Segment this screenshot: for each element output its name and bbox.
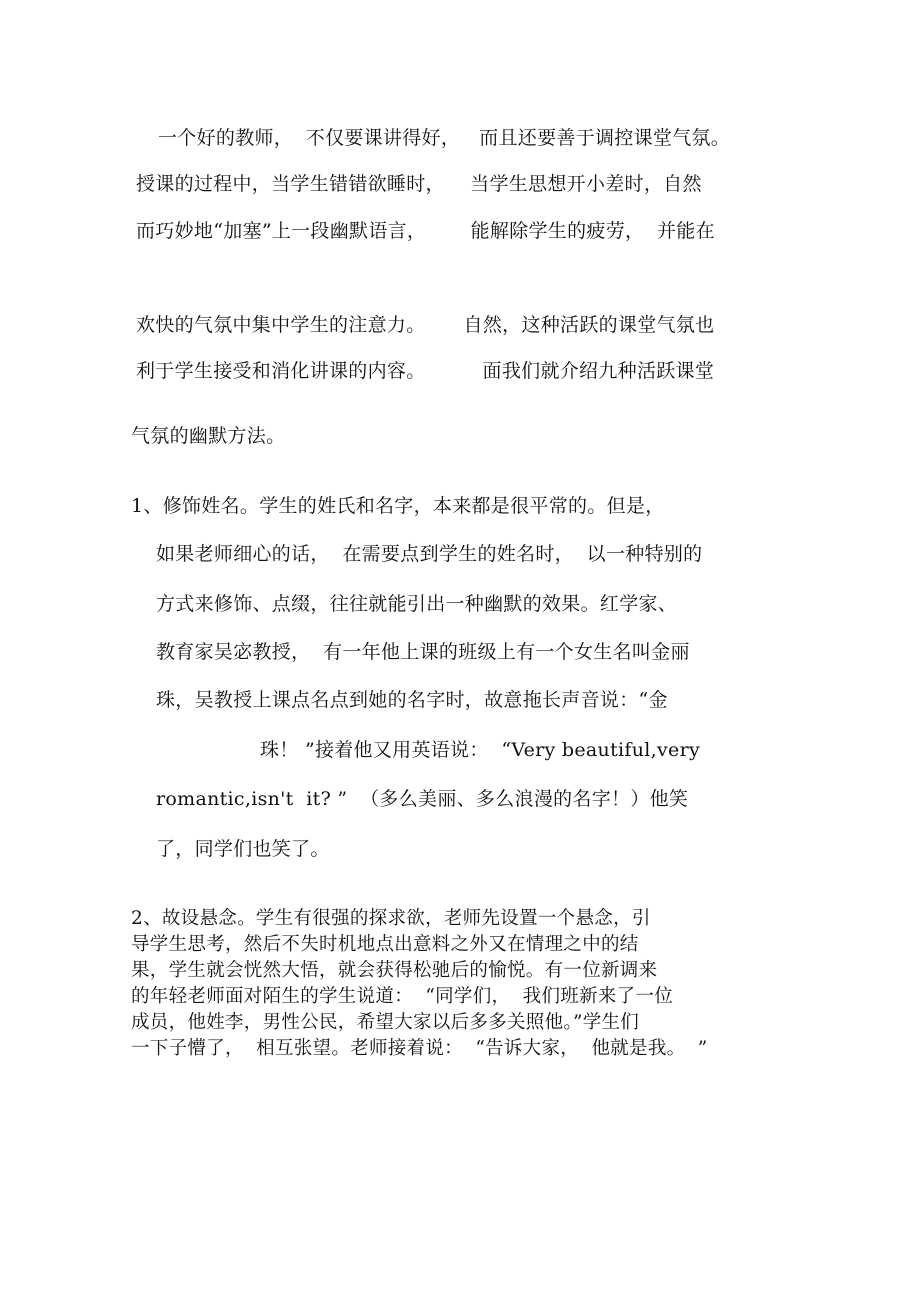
section-1-line-7: romantic,isn't it? ” （多么美丽、多么浪漫的名字！）他笑 — [156, 788, 689, 810]
section-1-line-8: 了，同学们也笑了。 — [156, 838, 330, 860]
section-1-line-3: 方式来修饰、点缀，往往就能引出一种幽默的效果。红学家、 — [156, 593, 678, 615]
intro-line-5: 利于学生接受和消化讲课的内容。 面我们就介绍九种活跃课堂 — [136, 360, 715, 382]
section-1-line-6: 珠！ ”接着他又用英语说： “Very beautiful,very — [260, 739, 700, 761]
intro-line-4: 欢快的气氛中集中学生的注意力。 自然，这种活跃的课堂气氛也 — [136, 314, 715, 336]
section-1-line-2: 如果老师细心的话， 在需要点到学生的姓名时， 以一种特别的 — [156, 543, 703, 565]
section-2-line-3: 果，学生就会恍然大悟，就会获得松驰后的愉悦。有一位新调来 — [131, 960, 658, 981]
section-1-line-1: 1、修饰姓名。学生的姓氏和名字，本来都是很平常的。但是， — [131, 495, 665, 517]
section-2-line-2: 导学生思考，然后不失时机地点出意料之外又在情理之中的结 — [131, 934, 639, 955]
section-2-line-5: 成员，他姓李，男性公民，希望大家以后多多关照他。”学生们 — [131, 1012, 640, 1033]
intro-line-1: 一个好的教师， 不仅要课讲得好， 而且还要善于调控课堂气氛。 — [158, 127, 731, 149]
section-1-line-4: 教育家吴宓教授， 有一年他上课的班级上有一个女生名叫金丽 — [156, 641, 690, 663]
intro-line-3: 而巧妙地“加塞”上一段幽默语言， 能解除学生的疲劳， 并能在 — [136, 220, 715, 242]
section-2-line-6: 一下子懵了， 相互张望。老师接着说： “告诉大家， 他就是我。 ” — [131, 1038, 708, 1059]
section-2-line-1: 2、故设悬念。学生有很强的探求欲，老师先设置一个悬念，引 — [131, 908, 651, 929]
intro-line-6: 气氛的幽默方法。 — [131, 425, 286, 447]
section-1-line-5: 珠，吴教授上课点名点到她的名字时，故意拖长声音说：“金 — [156, 689, 668, 711]
intro-line-2: 授课的过程中，当学生错错欲睡时， 当学生思想开小差时，自然 — [136, 173, 702, 195]
section-2-line-4: 的年轻老师面对陌生的学生说道： “同学们， 我们班新来了一位 — [131, 986, 674, 1007]
